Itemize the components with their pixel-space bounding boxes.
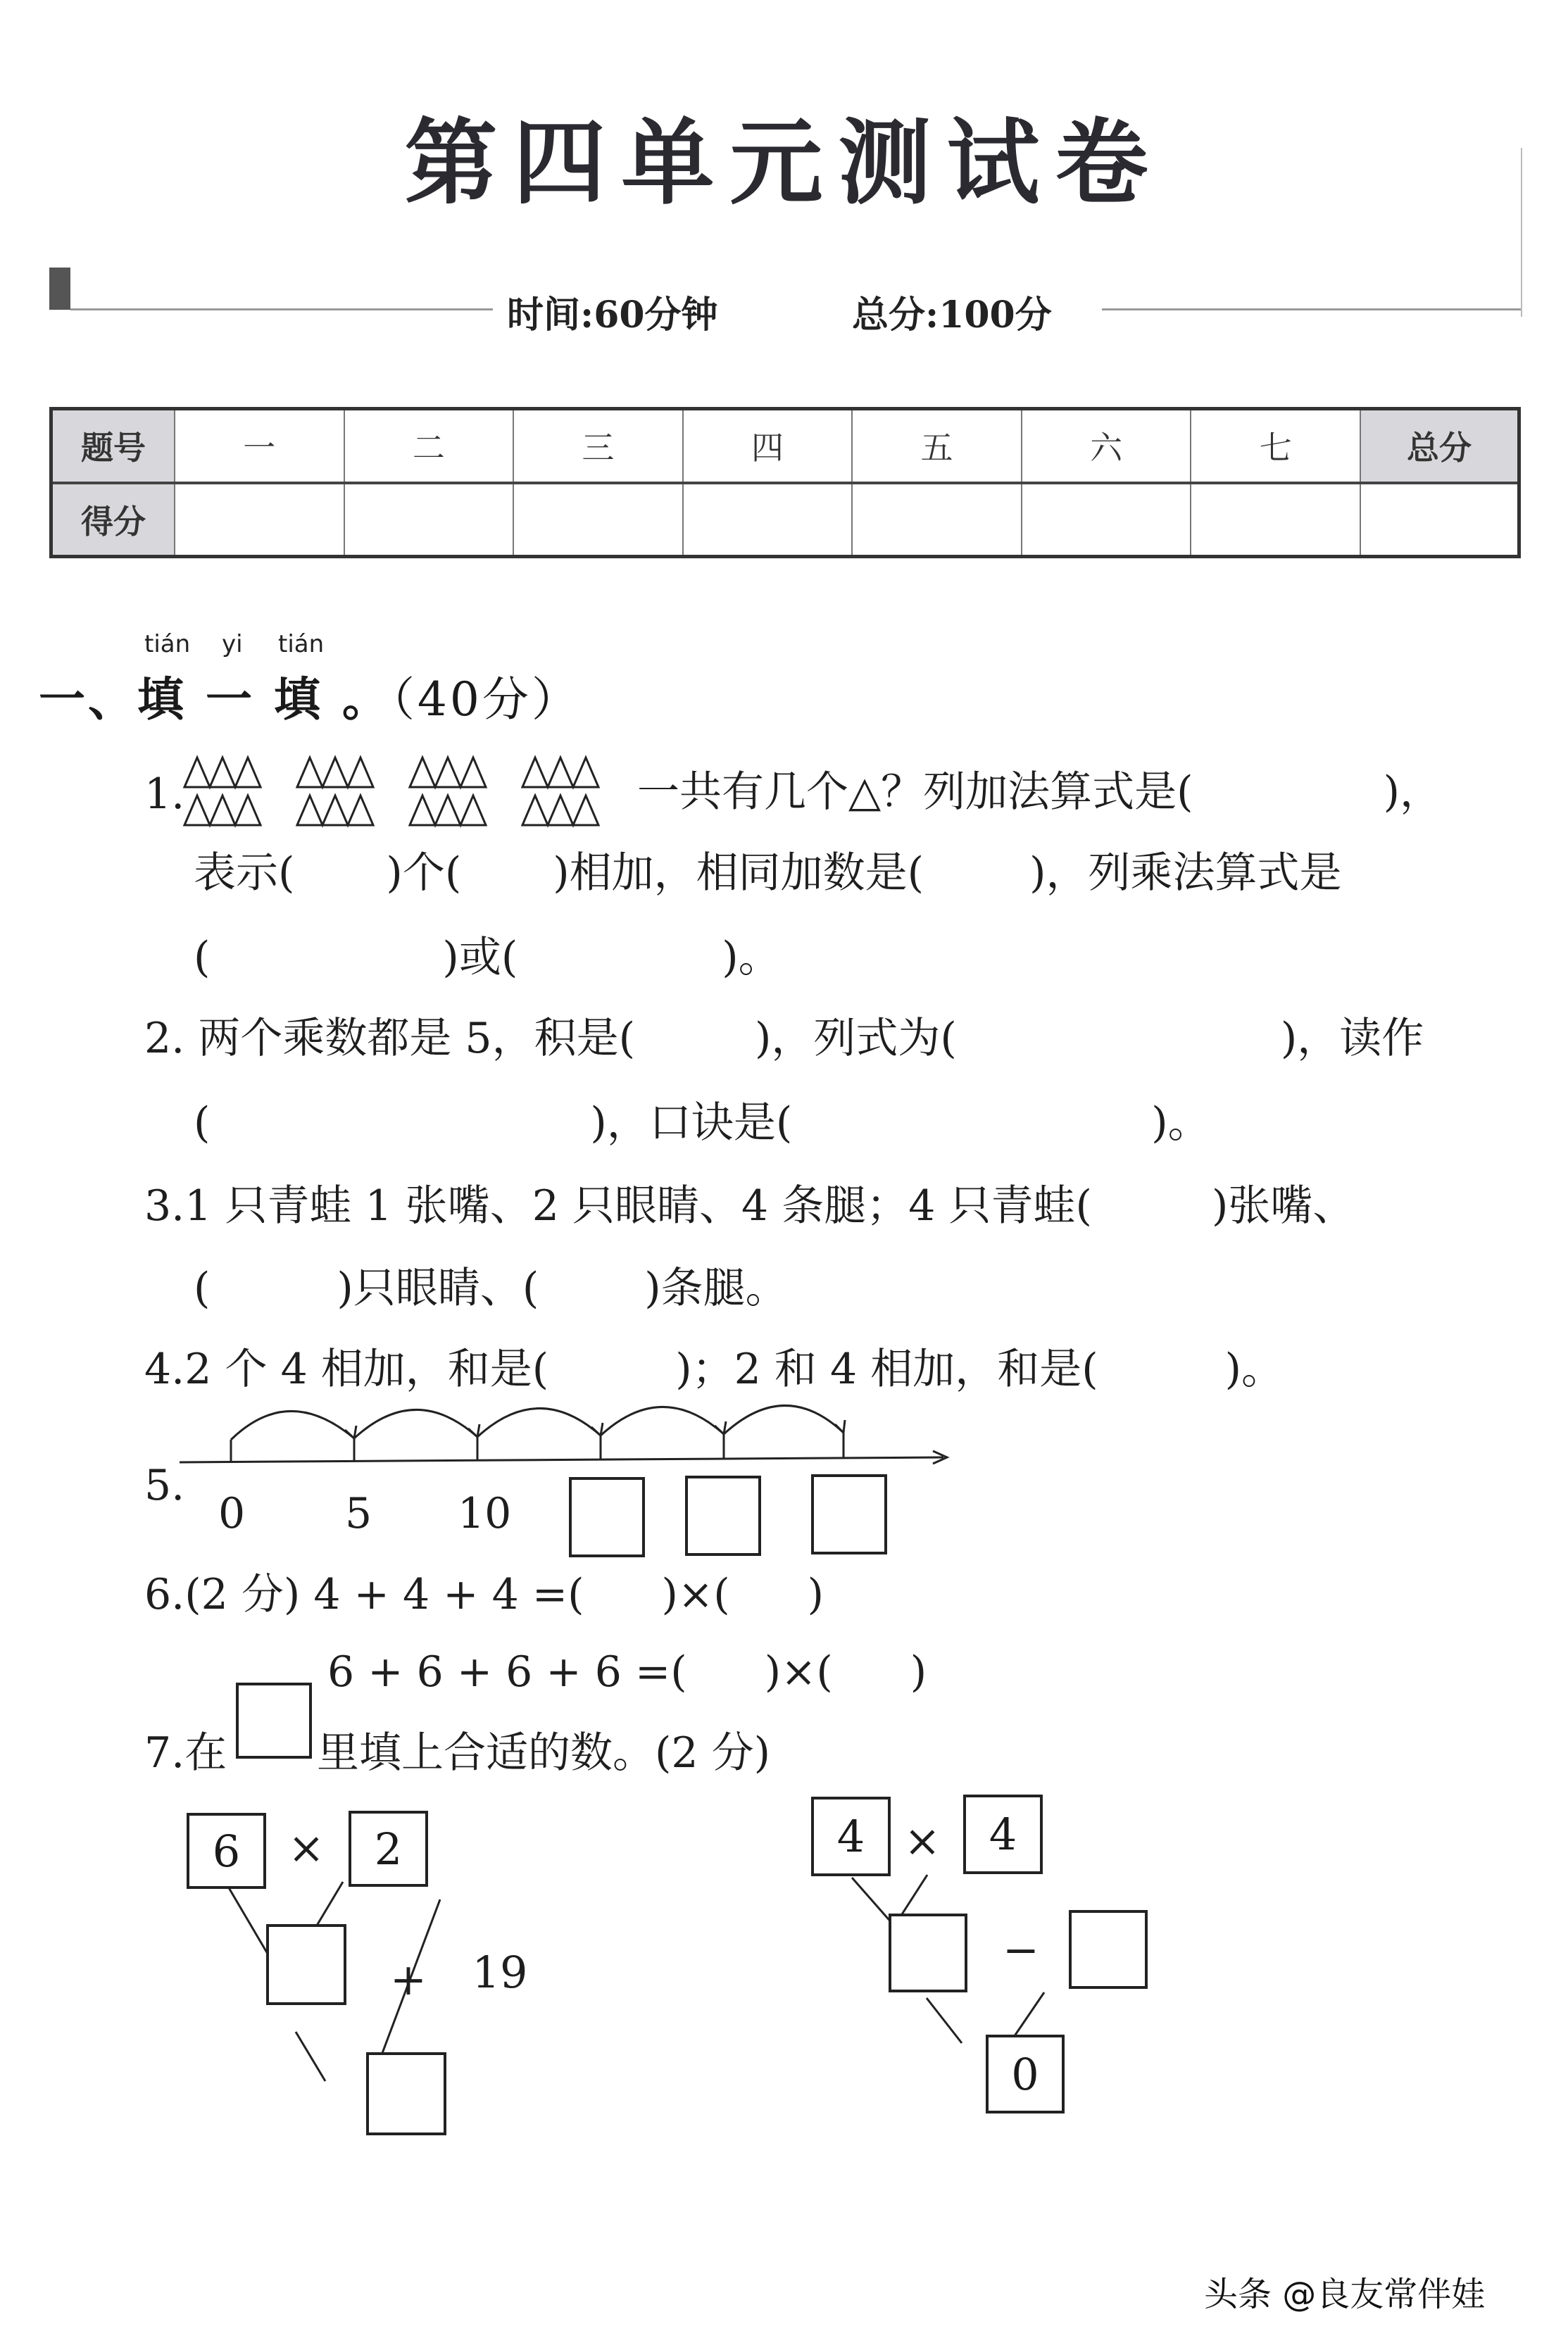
- q3-line2-c: )条腿。: [644, 1264, 788, 1313]
- q2-line1: [144, 1014, 1424, 1063]
- q6-points: 6.(2 分): [144, 1570, 301, 1619]
- total-score: 总分:100分: [852, 294, 1052, 337]
- score-table: [49, 407, 1521, 558]
- tree-right-op-multiply: ×: [904, 1815, 941, 1866]
- col-7: 七: [1191, 409, 1360, 483]
- number-line-label-5: 5: [345, 1489, 372, 1538]
- tree-left-op-multiply: ×: [288, 1822, 325, 1873]
- q7-example-box-icon: [236, 1683, 312, 1759]
- q1-line2-d: )，列乘法算式是: [1029, 848, 1342, 898]
- number-line-answer-box-3[interactable]: [811, 1474, 887, 1554]
- q1-number: 1.: [144, 770, 185, 819]
- q6-expr-2: 6 + 6 + 6 + 6 =(: [327, 1647, 687, 1697]
- number-line-label-10: 10: [458, 1489, 512, 1538]
- col-total: 总分: [1360, 409, 1519, 483]
- q3-line1: [144, 1181, 1355, 1231]
- q4-line: [144, 1345, 1284, 1394]
- q7-instruction: 里填上合适的数。(2 分): [317, 1728, 771, 1778]
- time-limit: 时间:60分钟: [507, 294, 718, 337]
- header-rule-right: [1102, 308, 1521, 310]
- q7-prefix: 7.在: [144, 1728, 227, 1778]
- tree-right-op-minus: −: [1003, 1924, 1039, 1975]
- triangles-figure: [182, 753, 618, 831]
- q1-line2-c: )相加，相同加数是(: [553, 848, 924, 898]
- score-cell-total[interactable]: [1360, 483, 1519, 557]
- number-line-answer-box-1[interactable]: [569, 1477, 645, 1557]
- section-1-heading: [39, 662, 581, 729]
- q6-mid-2: )×(: [764, 1647, 833, 1697]
- tree-right-box-result: 0: [986, 2035, 1065, 2113]
- q3-line1-b: )张嘴、: [1211, 1181, 1355, 1231]
- col-2: 二: [344, 409, 514, 483]
- q2-line2-a: (: [194, 1098, 211, 1148]
- pinyin-yi: yi: [222, 630, 243, 658]
- row-label-score: 得分: [51, 483, 175, 557]
- header-rule-left: [70, 308, 493, 310]
- page-title: 第四单元测试卷: [404, 108, 1164, 218]
- number-line-figure: [176, 1397, 965, 1482]
- score-cell-3[interactable]: [513, 483, 683, 557]
- tree-left-value-19: 19: [472, 1947, 528, 1998]
- q1-line1: [637, 767, 1442, 817]
- score-cell-2[interactable]: [344, 483, 514, 557]
- pinyin-tian-1: tián: [144, 630, 191, 658]
- q1-line3: [194, 933, 781, 982]
- q2-line1-a: 2. 两个乘数都是 5，积是(: [144, 1014, 635, 1063]
- number-line-label-0: 0: [218, 1489, 246, 1538]
- tree-left-answer-box-product[interactable]: [266, 1924, 346, 2005]
- col-4: 四: [683, 409, 853, 483]
- question-number-row: [51, 409, 1519, 483]
- score-cell-1[interactable]: [175, 483, 344, 557]
- q1-line3-c: )。: [722, 933, 781, 982]
- q5-number: 5.: [144, 1461, 185, 1510]
- q6-end-1: ): [807, 1570, 824, 1619]
- tree-right-answer-box-product[interactable]: [889, 1914, 967, 1992]
- tree-left-box-b: 2: [349, 1811, 428, 1887]
- col-6: 六: [1022, 409, 1191, 483]
- q3-line2: [194, 1264, 788, 1313]
- col-5: 五: [852, 409, 1022, 483]
- pinyin-tian-2: tián: [278, 630, 325, 658]
- q3-line2-a: (: [194, 1264, 211, 1313]
- section-number: 一、: [39, 672, 137, 727]
- score-row: [51, 483, 1519, 557]
- q2-line1-c: )，读作: [1280, 1014, 1424, 1063]
- score-cell-6[interactable]: [1022, 483, 1191, 557]
- page-edge-line: [1521, 148, 1522, 317]
- q1-line2-a: 表示(: [194, 848, 295, 898]
- q3-line1-a: 3.1 只青蛙 1 张嘴、2 只眼睛、4 条腿；4 只青蛙(: [144, 1181, 1092, 1231]
- tree-left-box-a: 6: [187, 1813, 266, 1889]
- q1-line1-end: )，: [1383, 767, 1442, 817]
- q6-mid-1: )×(: [661, 1570, 730, 1619]
- tree-right-answer-box-subtrahend[interactable]: [1069, 1910, 1148, 1989]
- col-1: 一: [175, 409, 344, 483]
- q4-line-c: )。: [1224, 1345, 1284, 1394]
- col-3: 三: [513, 409, 683, 483]
- section-points: （40分）: [391, 672, 581, 727]
- score-cell-7[interactable]: [1191, 483, 1360, 557]
- q2-line2-b: )，口诀是(: [590, 1098, 793, 1148]
- tree-right-box-a: 4: [811, 1797, 891, 1876]
- q1-line3-a: (: [194, 933, 211, 982]
- q1-line2: [194, 848, 1342, 898]
- score-cell-4[interactable]: [683, 483, 853, 557]
- q2-line1-b: )，列式为(: [754, 1014, 957, 1063]
- q6-line2: [327, 1647, 927, 1697]
- q1-line2-b: )个(: [386, 848, 462, 898]
- number-line-answer-box-2[interactable]: [685, 1476, 761, 1556]
- header-marker-block: [49, 268, 70, 310]
- score-cell-5[interactable]: [852, 483, 1022, 557]
- tree-left-op-plus: +: [390, 1954, 427, 2005]
- q3-line2-b: )只眼睛、(: [337, 1264, 539, 1313]
- q2-line2: [194, 1098, 1210, 1148]
- watermark: 头条 @良友常伴娃: [1204, 2275, 1486, 2314]
- q2-line2-c: )。: [1151, 1098, 1210, 1148]
- q4-line-b: )；2 和 4 相加，和是(: [675, 1345, 1098, 1394]
- tree-right-box-b: 4: [963, 1795, 1043, 1874]
- q6-expr-1: 4 + 4 + 4 =(: [313, 1570, 584, 1619]
- q1-line1-text: 一共有几个△？列加法算式是(: [637, 767, 1193, 817]
- row-label-question-number: 题号: [51, 409, 175, 483]
- q4-line-a: 4.2 个 4 相加，和是(: [144, 1345, 549, 1394]
- q1-line3-b: )或(: [442, 933, 518, 982]
- q6-end-2: ): [910, 1647, 927, 1697]
- section-title: 填 一 填 。: [137, 672, 391, 727]
- q6-line1: [144, 1570, 824, 1619]
- tree-left-answer-box-sum[interactable]: [366, 2052, 446, 2135]
